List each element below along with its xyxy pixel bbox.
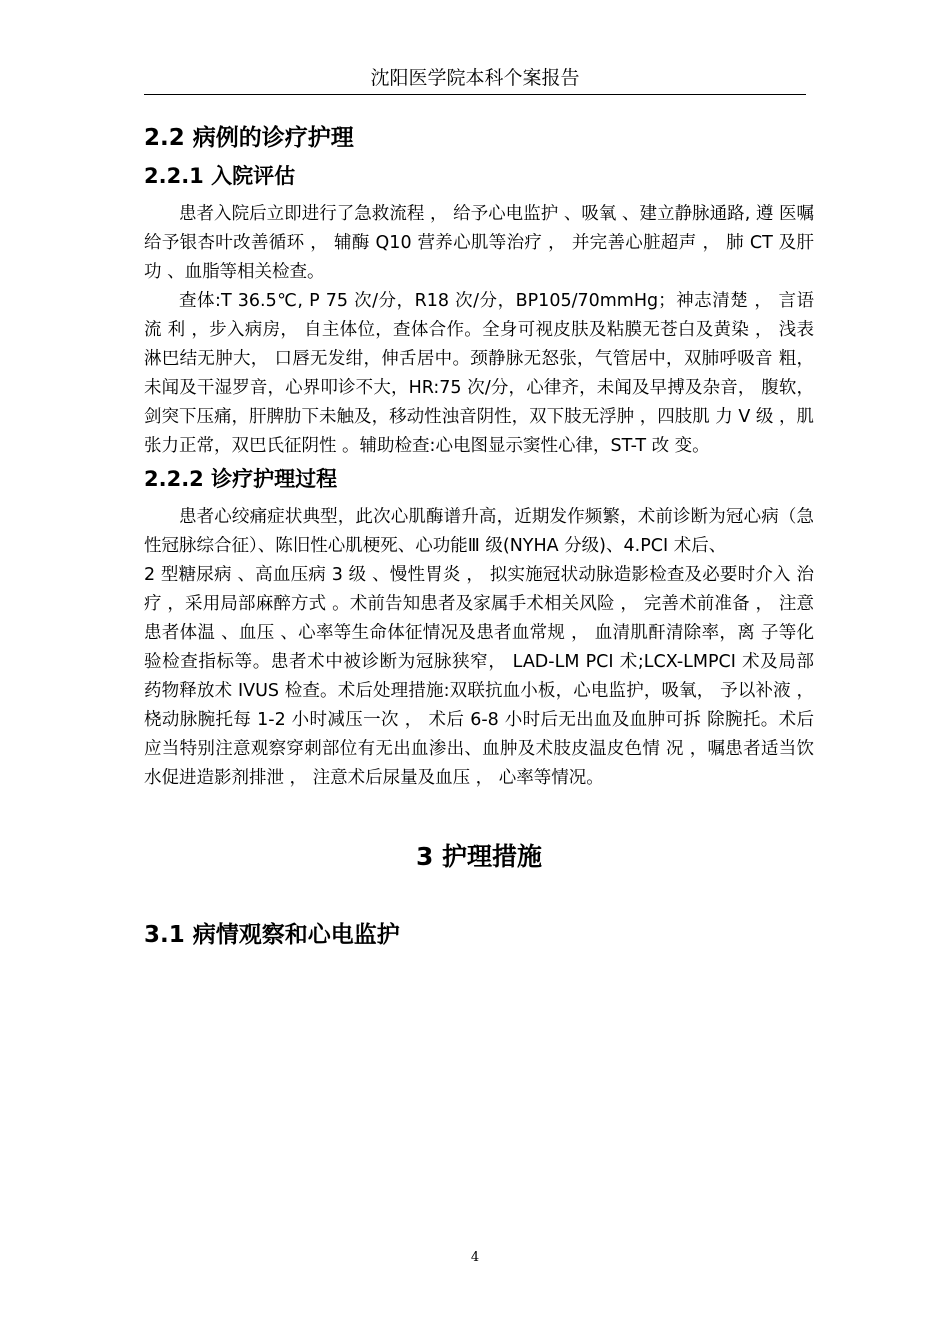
paragraph-diagnosis: 患者心绞痛症状典型，此次心肌酶谱升高，近期发作频繁，术前诊断为冠心病（急性冠脉综合征）、陈旧性心肌梗死、心功能Ⅲ 级(NYHA 分级)、4.PCI 术后、	[144, 507, 814, 556]
page-content	[144, 118, 814, 955]
chapter-heading-3: 3 护理措施	[415, 842, 543, 871]
paragraph-treatment-process: 2 型糖尿病 、高血压病 3 级 、慢性胃炎 ， 拟实施冠状动脉造影检查及必要时介入 治疗 ，采用局部麻醉方式 。术前告知患者及家属手术相关风险 ， 完善术前准备 ， 注意患者体温 、血压 、心率等生命体征情况及患者血常规 ， 血清肌酐清除率，离 子等化验检查指标等。患者术中被诊断为冠脉狭窄， LAD-LM PCI 术;LCX-LMPCI 术及局部药物释放术 IVUS 检查。术后处理措施:双联抗血小板，心电监护，吸氧， 予以补液 ，桡动脉腕托每 1-2 小时减压一次 ， 术后 6-8 小时后无出血及血肿可拆 除腕托。术后应当特别注意观察穿刺部位有无出血渗出、血肿及术肢皮温皮色情 况 ，嘱患者适当饮水促进造影剂排泄 ， 注意术后尿量及血压 ， 心率等情况。	[144, 565, 814, 788]
header-rule	[144, 94, 806, 95]
subsection-heading-2-2-1: 2.2.1 入院评估	[144, 164, 296, 188]
page-number: 4	[470, 1250, 480, 1265]
paragraph-physical-exam: 查体:T 36.5℃, P 75 次/分，R18 次/分，BP105/70mmHg；神志清楚 ， 言语流 利 ，步入病房， 自主体位，查体合作。全身可视皮肤及粘膜无苍白及黄染 ， 浅表 淋巴结无肿大， 口唇无发绀，伸舌居中。颈静脉无怒张，气管居中，双肺呼吸音 粗，未闻及干湿罗音，心界叩诊不大，HR:75 次/分，心律齐，未闻及早搏及杂音， 腹软，剑突下压痛，肝脾肋下未触及，移动性浊音阴性，双下肢无浮肿 ，四肢肌 力 V 级 ，肌张力正常，双巴氏征阴性 。辅助检查:心电图显示窦性心律，ST-T 改 变。	[144, 291, 814, 456]
subsection-heading-2-2-2: 2.2.2 诊疗护理过程	[144, 467, 338, 491]
section-heading-2-2: 2.2 病例的诊疗护理	[144, 125, 354, 151]
section-heading-3-1: 3.1 病情观察和心电监护	[144, 922, 400, 948]
paragraph-admission-care: 患者入院后立即进行了急救流程 ， 给予心电监护 、吸氧 、建立静脉通路, 遵 医嘱给予银杏叶改善循环 ， 辅酶 Q10 营养心肌等治疗 ， 并完善心脏超声 ， 肺 CT 及肝功 、血脂等相关检查。	[144, 204, 814, 282]
running-header: 沈阳医学院本科个案报告	[370, 67, 580, 89]
